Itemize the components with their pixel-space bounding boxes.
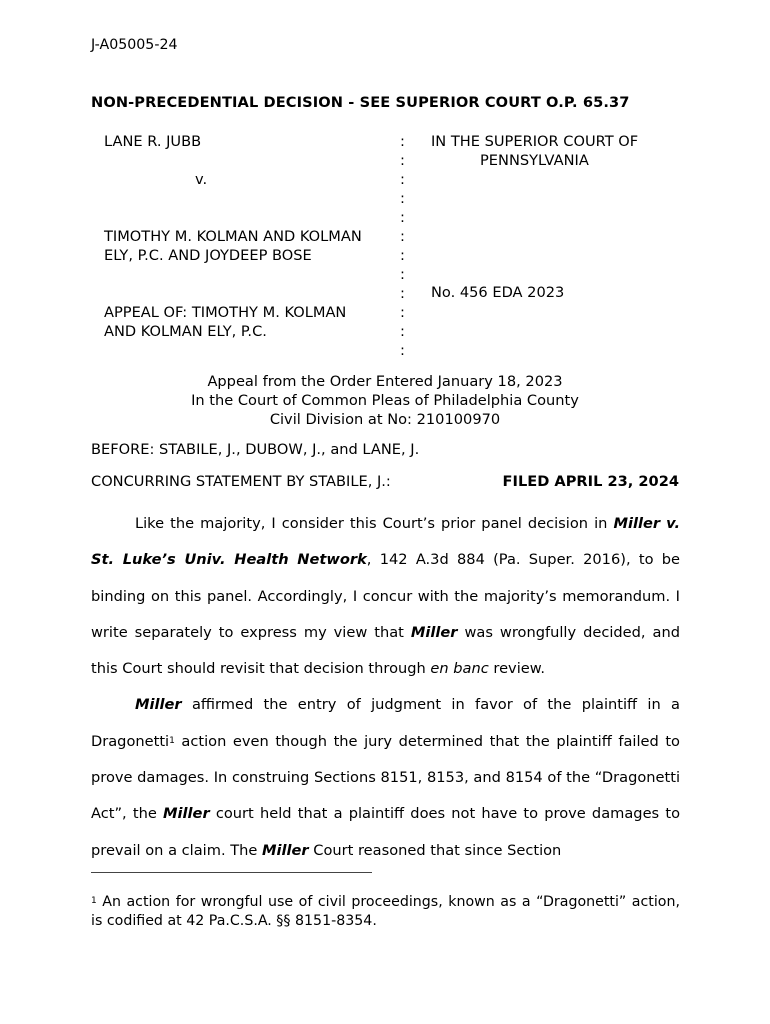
opinion-body	[91, 506, 680, 869]
paragraph-text: review.	[488, 660, 545, 678]
caption-colon-column	[400, 132, 410, 360]
caption-colon: :	[400, 285, 405, 302]
appeal-line-2: In the Court of Common Pleas of Philadelphia County	[191, 392, 579, 409]
case-name-miller: Miller	[410, 623, 458, 641]
footnote-reference[interactable]: 1	[169, 735, 175, 746]
court-name	[431, 132, 671, 170]
paragraph-text: , 142 A.3d 884 (Pa. Super. 2016), to be binding on this panel. Accordingly, I concur with the majority’s memorandum. I write separately to express my view that	[91, 551, 681, 641]
appellant-line-2: AND KOLMAN ELY, P.C.	[104, 323, 267, 340]
appeal-information	[0, 372, 770, 429]
caption-colon: :	[400, 190, 405, 207]
case-name-miller: Miller	[135, 696, 182, 714]
caption-colon: :	[400, 152, 405, 169]
appeal-line-3: Civil Division at No: 210100970	[269, 411, 501, 428]
caption-colon: :	[400, 342, 405, 359]
en-banc-term: en banc	[430, 660, 489, 678]
document-id: J-A05005-24	[91, 37, 178, 53]
caption-colon: :	[400, 228, 405, 245]
court-line-1: IN THE SUPERIOR COURT OF	[431, 133, 639, 150]
case-name-miller: Miller	[613, 515, 661, 532]
caption-colon: :	[400, 266, 405, 283]
versus-label: v.	[195, 171, 208, 188]
case-name-miller: Miller	[262, 841, 309, 859]
footnote-text: An action for wrongful use of civil proceedings, known as a “Dragonetti” action, is codified at 42 Pa.C.S.A. §§ 8151-8354.	[91, 894, 680, 929]
appeal-line-1: Appeal from the Order Entered January 18, 2023	[207, 373, 563, 390]
paragraph-text: Like the majority, I consider this Court’s prior panel decision in	[135, 515, 614, 532]
statement-row	[91, 473, 679, 490]
footnote-number: 1	[91, 896, 97, 906]
paragraph-2	[91, 687, 680, 868]
plaintiff-name: LANE R. JUBB	[104, 133, 202, 150]
case-name-st-lukes: v. St. Luke’s Univ. Health Network	[91, 515, 680, 569]
case-caption-parties	[104, 132, 394, 341]
paragraph-text: was wrongfully decided, and this Court should revisit that decision through	[91, 623, 680, 678]
paragraph-text: affirmed the entry of judgment in favor of the plaintiff in a Dragonetti	[91, 696, 680, 750]
appellant-line-1: APPEAL OF: TIMOTHY M. KOLMAN	[104, 304, 347, 321]
decision-heading: NON-PRECEDENTIAL DECISION - SEE SUPERIOR COURT O.P. 65.37	[91, 94, 630, 111]
filed-date: FILED APRIL 23, 2024	[502, 473, 679, 490]
panel-judges: BEFORE: STABILE, J., DUBOW, J., and LANE, J.	[91, 441, 420, 458]
caption-colon: :	[400, 323, 405, 340]
paragraph-text: court held that a plaintiff does not have to prove damages to prevail on a claim. The	[91, 805, 680, 859]
defendants-line-2: ELY, P.C. AND JOYDEEP BOSE	[104, 247, 312, 264]
statement-label: CONCURRING STATEMENT BY STABILE, J.:	[91, 473, 391, 490]
docket-number: No. 456 EDA 2023	[431, 284, 565, 301]
defendants-line-1: TIMOTHY M. KOLMAN AND KOLMAN	[104, 228, 362, 245]
caption-colon: :	[400, 133, 405, 150]
footnote	[91, 893, 680, 931]
paragraph-text: Court reasoned that since Section	[308, 841, 562, 859]
caption-colon: :	[400, 171, 405, 188]
court-line-2: PENNSYLVANIA	[480, 152, 589, 169]
caption-colon: :	[400, 209, 405, 226]
case-name-miller: Miller	[163, 805, 210, 823]
paragraph-text: action even though the jury determined that the plaintiff failed to prove damages. In construing Sections 8151, 8153, and 8154 of the “Dragonetti Act”, the	[91, 732, 680, 823]
footnote-divider	[91, 872, 372, 873]
paragraph-1	[91, 506, 680, 687]
caption-colon: :	[400, 247, 405, 264]
caption-colon: :	[400, 304, 405, 321]
